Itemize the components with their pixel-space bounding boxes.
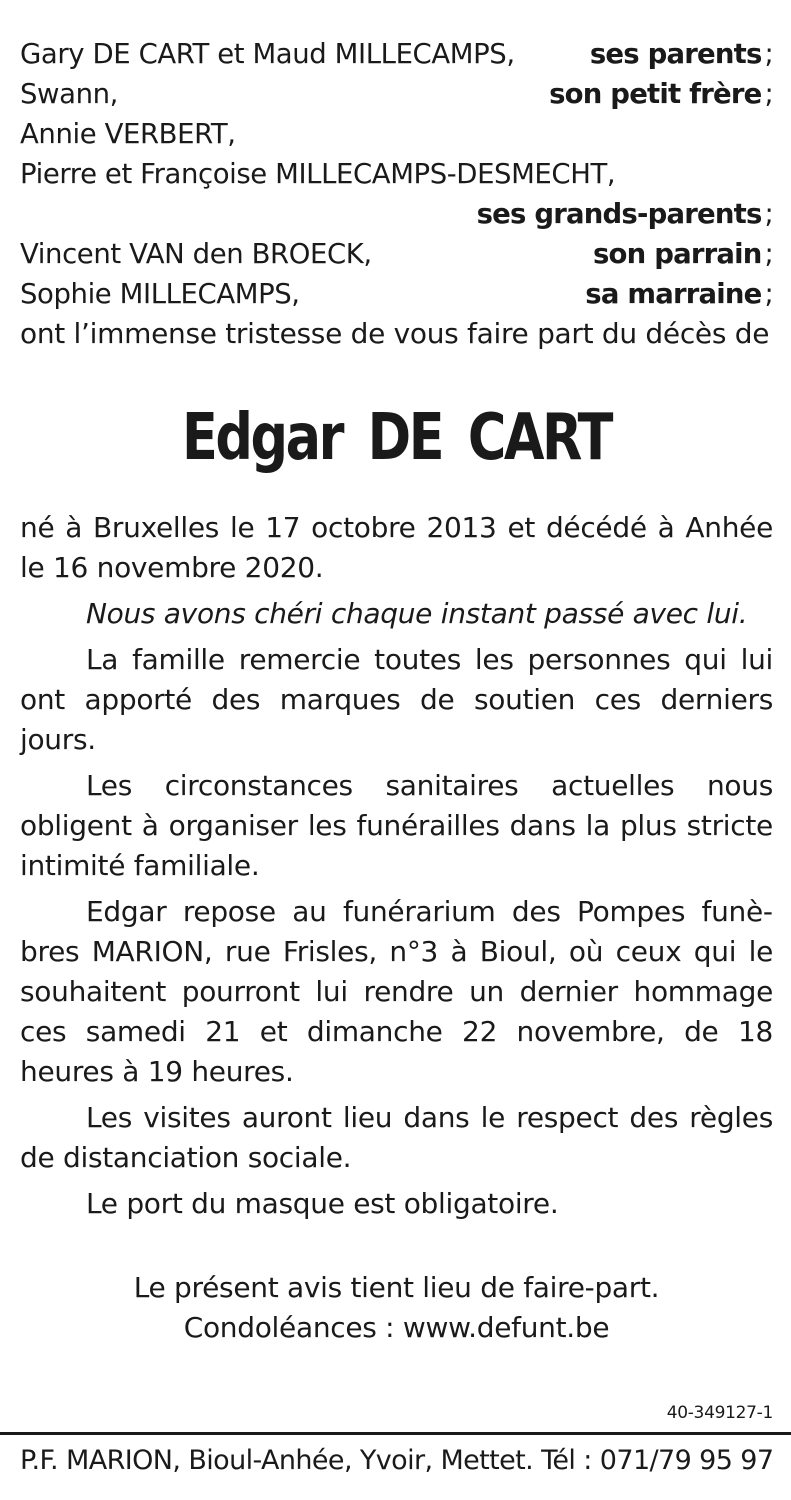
grandparents-relation xyxy=(20,194,773,234)
deceased-name: Edgar DE CART xyxy=(182,401,611,475)
parents-relation xyxy=(590,34,773,74)
godmother-relation-text: sa marraine xyxy=(585,278,762,310)
godmother-relation xyxy=(585,274,773,314)
family-line-parents xyxy=(20,34,773,74)
brother-punct: ; xyxy=(764,78,773,110)
grandparents-punct: ; xyxy=(764,198,773,230)
funeral-home-footer: P.F. MARION, Bioul-Anhée, Yvoir, Mettet. Tél : 071/79 95 97 xyxy=(20,1445,774,1476)
cherish-paragraph: Nous avons chéri chaque instant passé avec lui. xyxy=(86,597,748,630)
birth-death-paragraph: né à Bruxelles le 17 octobre 2013 et décédé à Anhée le 16 novembre 2020. xyxy=(20,511,773,584)
grandparents-relation-text: ses grands-parents xyxy=(476,198,762,230)
family-line-godmother xyxy=(20,274,773,314)
brother-relation xyxy=(549,74,773,114)
parents-relation-text: ses parents xyxy=(589,38,762,70)
godfather-relation xyxy=(593,234,773,274)
footer-divider xyxy=(0,1432,791,1435)
condolences-line: Condoléances : www.defunt.be xyxy=(183,1311,610,1344)
godmother-name: Sophie MILLECAMPS, xyxy=(20,278,300,310)
visits-paragraph: Les visites auront lieu dans le respect des règles de distanciation sociale. xyxy=(20,1101,773,1174)
grandparent-name-2: Pierre et Françoise MILLECAMPS-DESMECHT, xyxy=(20,158,616,190)
brother-name: Swann, xyxy=(20,78,118,110)
brother-relation-text: son petit frère xyxy=(549,78,762,110)
godfather-punct: ; xyxy=(764,238,773,270)
notice-line: Le présent avis tient lieu de faire-part. xyxy=(133,1271,660,1304)
funerarium-paragraph: Edgar repose au funérarium des Pompes funèbres MARION, rue Frisles, n°3 à Bioul, où ceux qui le souhaitent pourront lui rendre un dernier hommage ces samedi 21 et dimanche 22 novembre, de 18 heures à 19 heures. xyxy=(20,895,773,1088)
circumstances-paragraph: Les circonstances sanitaires actuelles nous obligent à organiser les funérailles dans la plus stricte intimité familiale. xyxy=(20,769,773,882)
family-line-godfather xyxy=(20,234,773,274)
family-line-brother xyxy=(20,74,773,114)
grandparent-name-1: Annie VERBERT, xyxy=(20,118,236,150)
thanks-paragraph: La famille remercie toutes les personnes qui lui ont apporté des marques de soutien ces derniers jours. xyxy=(20,643,773,756)
parents-punct: ; xyxy=(764,38,773,70)
reference-number: 40-349127-1 xyxy=(666,1403,773,1423)
godfather-name: Vincent VAN den BROECK, xyxy=(20,238,372,270)
obituary-notice xyxy=(20,34,773,1348)
godmother-punct: ; xyxy=(764,278,773,310)
parents-names: Gary DE CART et Maud MILLECAMPS, xyxy=(20,38,515,70)
godfather-relation-text: son parrain xyxy=(592,238,762,270)
mask-paragraph: Le port du masque est obligatoire. xyxy=(86,1187,559,1220)
announcement-intro: ont l’immense tristesse de vous faire part du décès de xyxy=(20,317,770,350)
